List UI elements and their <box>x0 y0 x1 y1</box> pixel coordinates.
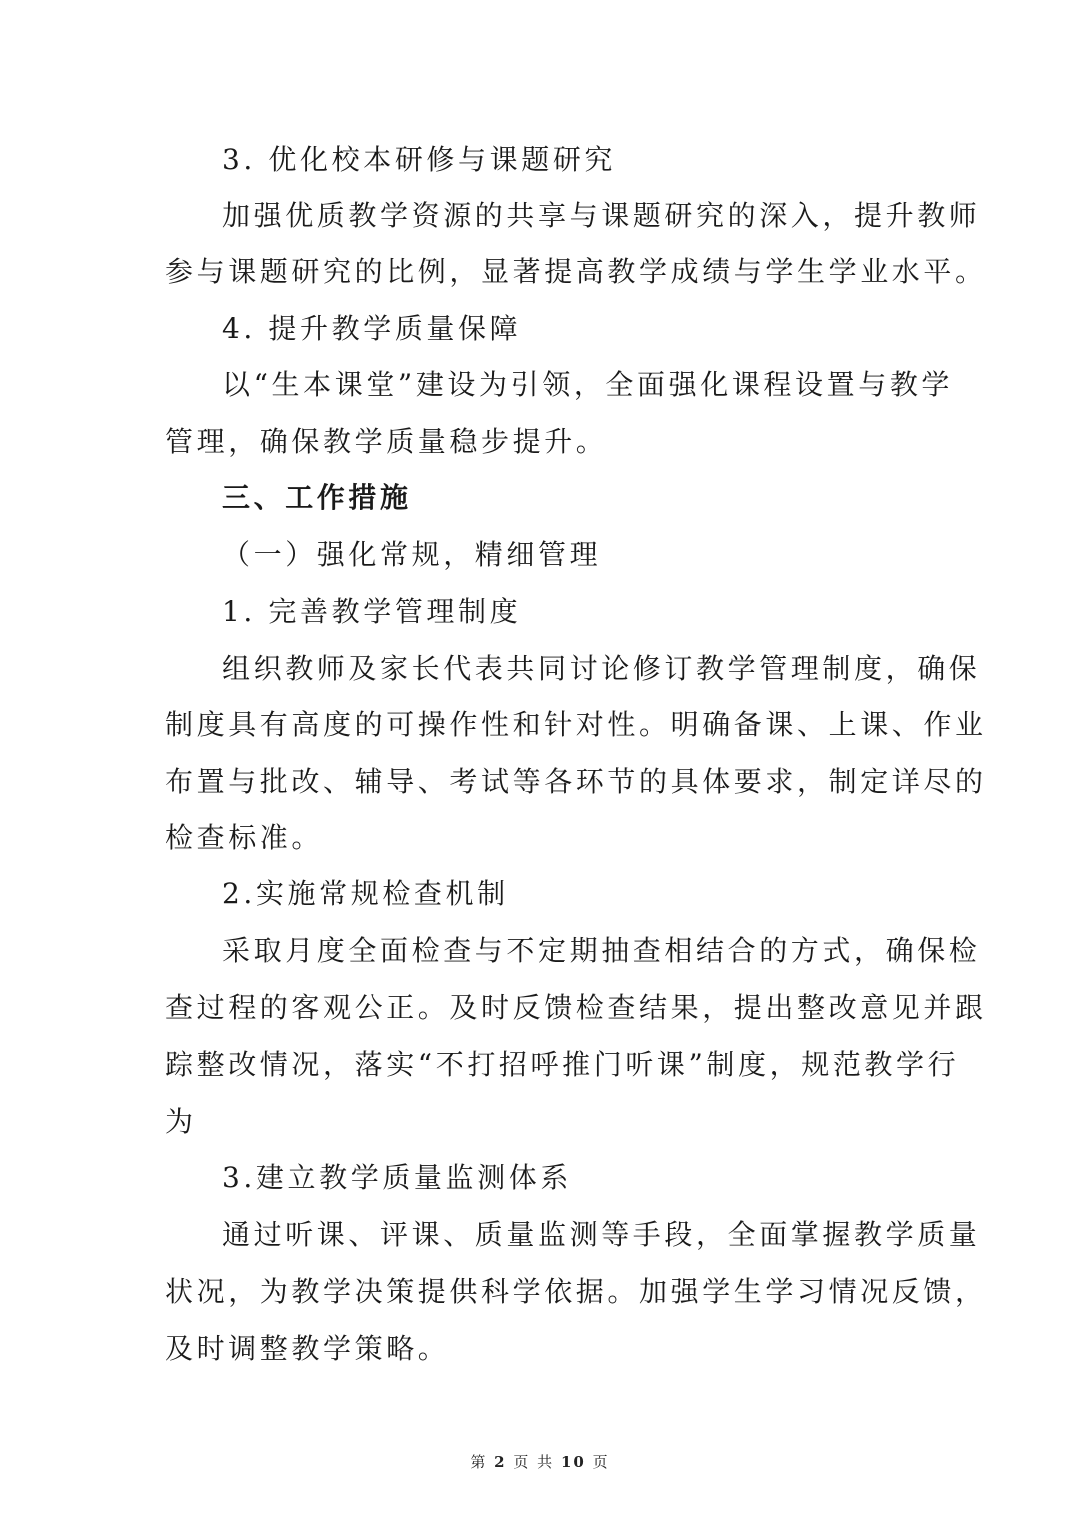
subsection-heading-3b: 3.建立教学质量监测体系 <box>222 1161 572 1194</box>
footer-prefix: 第 <box>470 1453 488 1471</box>
subsection-heading-2: 2.实施常规检查机制 <box>222 877 509 910</box>
paragraph-line: 制度具有高度的可操作性和针对性。明确备课、上课、作业 <box>165 708 987 741</box>
current-page-number: 2 <box>494 1453 507 1471</box>
subsection-heading-3: 3. 优化校本研修与课题研究 <box>222 143 617 176</box>
paragraph-line: 管理，确保教学质量稳步提升。 <box>165 425 608 458</box>
paragraph-line: 以“生本课堂”建设为引领，全面强化课程设置与教学 <box>222 368 954 401</box>
paragraph-line: 查过程的客观公正。及时反馈检查结果，提出整改意见并跟 <box>165 991 987 1024</box>
footer-suffix: 页 <box>592 1453 610 1471</box>
subsection-heading-4: 4. 提升教学质量保障 <box>222 312 522 345</box>
subsection-heading-1: 1. 完善教学管理制度 <box>222 595 522 628</box>
paragraph-line: 为 <box>165 1105 197 1138</box>
paragraph-line: 加强优质教学资源的共享与课题研究的深入，提升教师 <box>222 199 981 232</box>
paragraph-line: 参与课题研究的比例，显著提高教学成绩与学生学业水平。 <box>165 255 987 288</box>
paragraph-line: 及时调整教学策略。 <box>165 1332 450 1365</box>
paragraph-line: 检查标准。 <box>165 821 324 854</box>
paragraph-line: 踪整改情况，落实“不打招呼推门听课”制度，规范教学行 <box>165 1048 960 1081</box>
page-footer <box>0 1452 1080 1472</box>
paragraph-line: 采取月度全面检查与不定期抽查相结合的方式，确保检 <box>222 934 981 967</box>
total-page-number: 10 <box>560 1453 586 1471</box>
footer-middle: 页 共 <box>513 1453 555 1471</box>
section-heading: 三、工作措施 <box>222 481 412 514</box>
paragraph-line: 状况，为教学决策提供科学依据。加强学生学习情况反馈， <box>165 1275 987 1308</box>
paragraph-line: 组织教师及家长代表共同讨论修订教学管理制度，确保 <box>222 652 981 685</box>
section-subheading: （一）强化常规，精细管理 <box>222 538 602 571</box>
paragraph-line: 布置与批改、辅导、考试等各环节的具体要求，制定详尽的 <box>165 765 987 798</box>
paragraph-line: 通过听课、评课、质量监测等手段，全面掌握教学质量 <box>222 1218 981 1251</box>
